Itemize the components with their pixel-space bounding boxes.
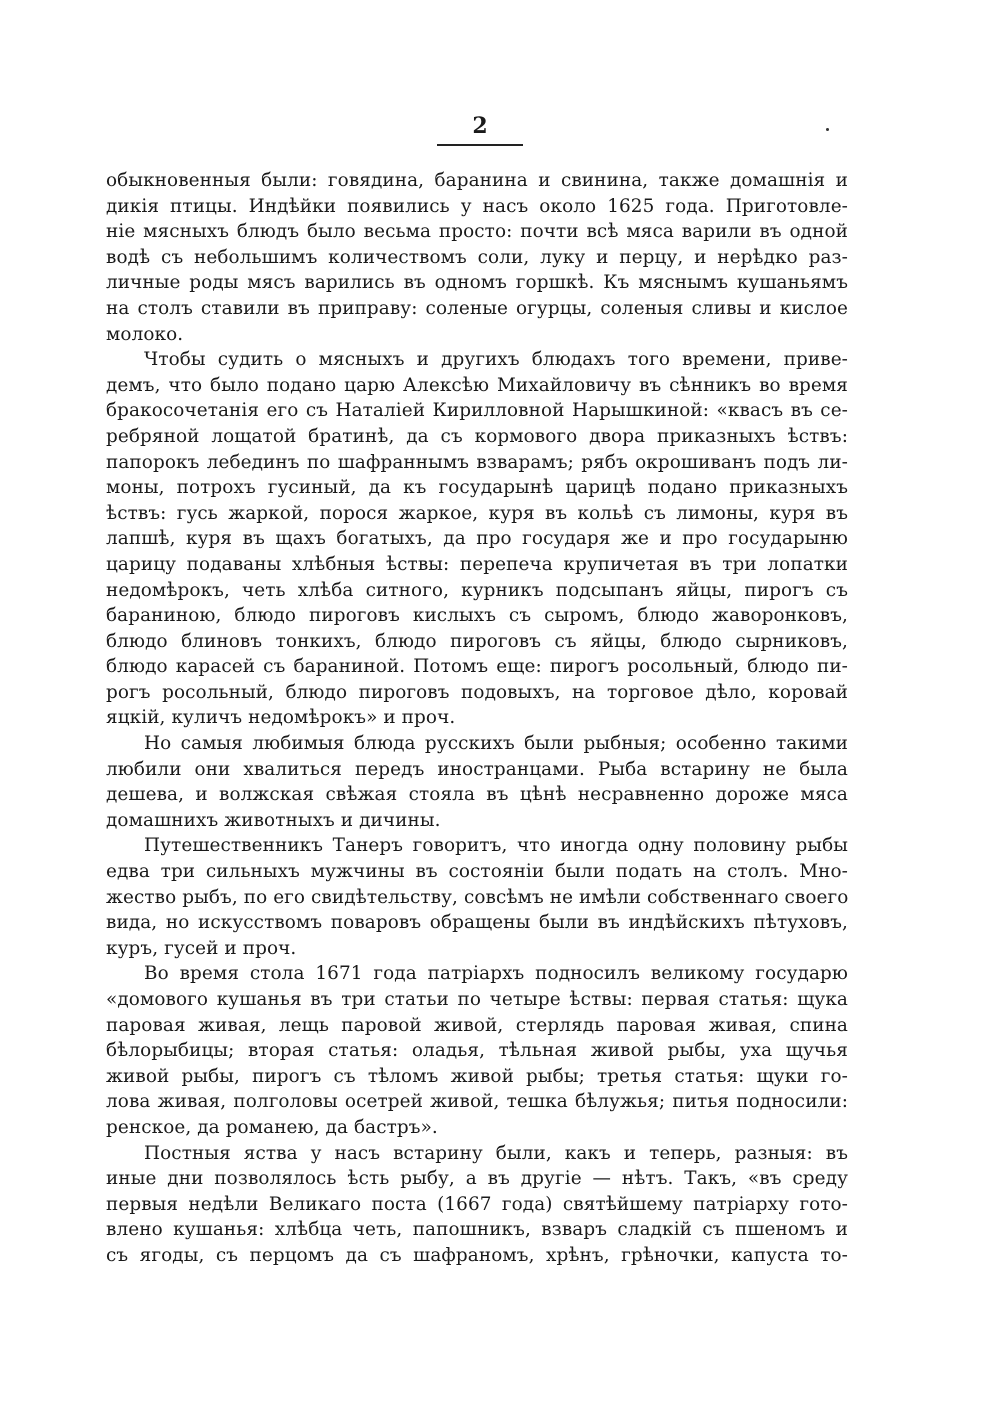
header-rule	[437, 144, 523, 146]
text-line: Во время стола 1671 года патріархъ подносилъ великому государю	[144, 963, 848, 985]
text-line: личные роды мясъ варились въ одномъ горшкѣ. Къ мяснымъ кушаньямъ	[106, 272, 848, 294]
text-line: любили они хвалиться передъ иностранцами. Рыба встарину не была	[106, 758, 848, 780]
text-line: бараниною, блюдо пироговъ кислыхъ съ сыромъ, блюдо жаворонковъ,	[106, 605, 848, 627]
text-line: яцкій, куличъ недомѣрокъ» и проч.	[106, 707, 456, 729]
text-line: Постныя яства у насъ встарину были, какъ и теперь, разныя: въ	[144, 1142, 848, 1164]
text-line: паровая живая, лещь паровой живой, стерлядь паровая живая, спина	[106, 1014, 848, 1036]
text-line: Чтобы судить о мясныхъ и другихъ блюдахъ того времени, приве-	[144, 349, 848, 371]
text-line: едва три сильныхъ мужчины въ состояніи были подать на столъ. Мно-	[106, 861, 848, 883]
text-line: первыя недѣли Великаго поста (1667 года) святѣйшему патріарху гото-	[106, 1193, 848, 1215]
text-line: лова живая, полголовы осетрей живой, тешка бѣлужья; питья подносили:	[106, 1091, 848, 1113]
text-line: живой рыбы, пирогъ съ тѣломъ живой рыбы; третья статья: щуки го-	[106, 1065, 848, 1087]
text-line: ніе мясныхъ блюдъ было весьма просто: почти всѣ мяса варили въ одной	[106, 221, 848, 243]
text-line: царицу подаваны хлѣбныя ѣствы: перепеча крупичетая въ три лопатки	[106, 553, 848, 575]
text-line: бѣлорыбицы; вторая статья: оладья, тѣльная живой рыбы, уха щучья	[106, 1040, 848, 1062]
text-line: недомѣрокъ, четь хлѣба ситного, курникъ подсыпанъ яйцы, пирогъ съ	[106, 579, 848, 601]
text-line: бракосочетанія его съ Наталіей Кирилловной Нарышкиной: «квасъ въ се-	[106, 400, 848, 422]
text-line: демъ, что было подано царю Алексѣю Михайловичу въ сѣнникъ во время	[106, 374, 848, 396]
text-line: дешева, и волжская свѣжая стояла въ цѣнѣ несравненно дороже мяса	[106, 784, 848, 806]
page-number: 2	[472, 113, 488, 139]
text-line: молоко.	[106, 323, 184, 345]
text-line: ѣствъ: гусь жаркой, порося жаркое, куря въ кольѣ съ лимоны, куря въ	[106, 502, 848, 524]
text-line: «домового кушанья въ три статьи по четыре ѣствы: первая статья: щука	[106, 989, 848, 1010]
text-line: папорокъ лебединъ по шафраннымъ взварамъ; рябъ окрошиванъ подъ ли-	[106, 451, 848, 473]
body-text	[106, 168, 848, 1269]
text-line: на столъ ставили въ приправу: соленые огурцы, соленыя сливы и кислое	[106, 297, 848, 319]
text-line: водѣ съ небольшимъ количествомъ соли, луку и перцу, и нерѣдко раз-	[106, 246, 848, 268]
text-line: куръ, гусей и проч.	[106, 937, 297, 959]
text-line: вида, но искусствомъ поваровъ обращены были въ индѣйскихъ пѣтуховъ,	[106, 912, 848, 934]
text-line: ренское, да романею, да бастръ».	[106, 1116, 438, 1138]
text-line: рогъ росольный, блюдо пироговъ подовыхъ, на торговое дѣло, коровай	[106, 681, 848, 703]
text-line: моны, потрохъ гусиный, да къ государынѣ царицѣ подано приказныхъ	[106, 477, 848, 499]
text-line: блюдо блиновъ тонкихъ, блюдо пироговъ съ яйцы, блюдо сырниковъ,	[106, 630, 848, 652]
text-line: жество рыбъ, по его свидѣтельству, совсѣмъ не имѣли собственнаго своего	[106, 886, 849, 908]
text-line: дикія птицы. Индѣйки появились у насъ около 1625 года. Приготовле-	[106, 195, 848, 217]
text-line: влено кушанья: хлѣбца четь, папошникъ, взваръ сладкій съ пшеномъ и	[106, 1219, 848, 1241]
text-line: иные дни позволялось ѣсть рыбу, а въ другіе — нѣтъ. Такъ, «въ среду	[106, 1168, 848, 1190]
text-line: Путешественникъ Танеръ говоритъ, что иногда одну половину рыбы	[144, 835, 848, 857]
text-line: домашнихъ животныхъ и дичины.	[106, 809, 441, 831]
text-line: блюдо карасей съ бараниной. Потомъ еще: пирогъ росольный, блюдо пи-	[106, 656, 848, 678]
text-line: лапшѣ, куря въ щахъ богатыхъ, да про государя же и про государыню	[106, 528, 848, 550]
text-line: обыкновенныя были: говядина, баранина и свинина, также домашнія и	[106, 170, 848, 191]
ink-speck	[826, 128, 829, 131]
text-line: ребряной лощатой братинѣ, да съ кормового двора приказныхъ ѣствъ:	[106, 425, 848, 447]
text-line: съ ягоды, съ перцомъ да съ шафраномъ, хрѣнъ, грѣночки, капуста то-	[106, 1244, 848, 1266]
text-line: Но самыя любимыя блюда русскихъ были рыбныя; особенно такими	[144, 733, 848, 755]
